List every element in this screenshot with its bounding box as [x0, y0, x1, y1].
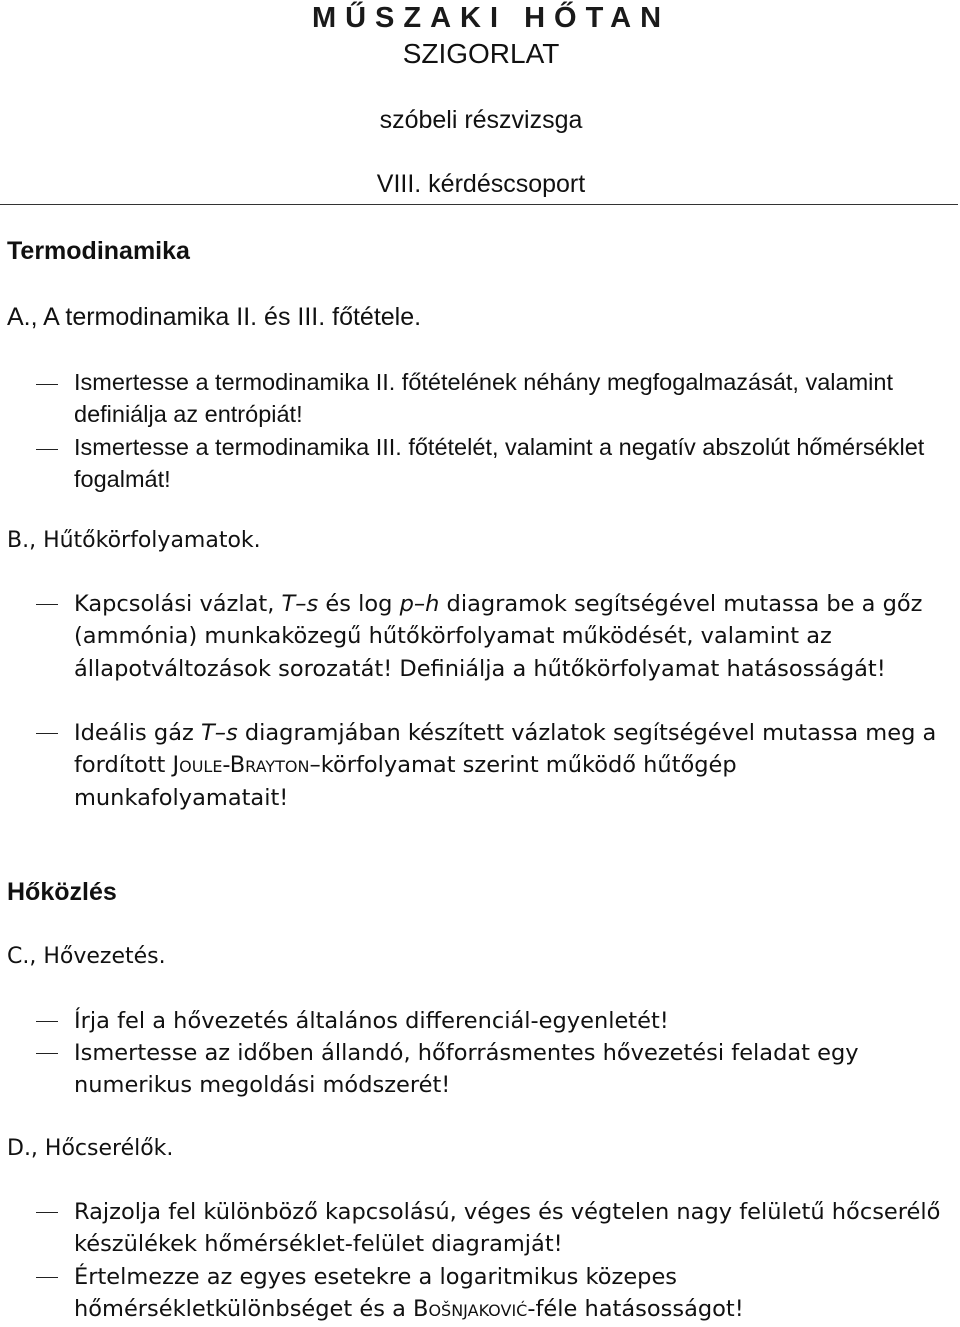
exam-type: szóbeli részvizsga [379, 106, 583, 134]
dash-bullet [36, 1212, 58, 1213]
dash-bullet [36, 384, 58, 385]
list-item: Ismertesse az időben állandó, hőforrásmentes hővezetési feladat egy numerikus megoldási módszerét! [74, 1040, 859, 1099]
dash-bullet [36, 733, 58, 734]
list-item: Ideális gáz T–s diagramjában készített vázlatok segítségével mutassa meg a fordított Joule-Brayton–körfolyamat szerint működő hűtőgép munkafolyamatait! [74, 720, 937, 811]
list-item: Ismertesse a termodinamika II. főtételének néhány megfogalmazását, valamint definiálja az entrópiát! [74, 369, 893, 428]
part-title-b: B., Hűtőkörfolyamatok. [7, 528, 261, 553]
section-heading-termodinamika: Termodinamika [7, 237, 190, 265]
list-item: Rajzolja fel különböző kapcsolású, véges és végtelen nagy felületű hőcserélő készülékek hőmérséklet-felület diagramját! [74, 1199, 941, 1258]
dash-bullet [36, 1053, 58, 1054]
question-group: VIII. kérdéscsoport [376, 170, 586, 198]
document-subtitle: SZIGORLAT [402, 38, 560, 69]
document-title: MŰSZAKI HŐTAN [311, 2, 671, 34]
person-name: Bošnjaković [413, 1296, 528, 1323]
section-heading-hokozles: Hőközlés [7, 878, 117, 906]
part-title-c: C., Hővezetés. [7, 944, 166, 969]
list-item: Kapcsolási vázlat, T–s és log p–h diagramok segítségével mutassa be a gőz (ammónia) munkaközegű hűtőkörfolyamat működését, valamint az állapotváltozások sorozatát! Definiálja a hűtőkörfolyamat hatásosságát! [74, 591, 923, 682]
header-divider [0, 204, 958, 205]
part-title-d: D., Hőcserélők. [7, 1136, 174, 1161]
list-item: Ismertesse a termodinamika III. főtételét, valamint a negatív abszolút hőmérséklet fogalmát! [74, 434, 925, 493]
dash-bullet [36, 604, 58, 605]
list-item: Írja fel a hővezetés általános differenciál-egyenletét! [74, 1008, 669, 1034]
part-title-a: A., A termodinamika II. és III. főtétele. [7, 303, 422, 331]
dash-bullet [36, 1021, 58, 1022]
person-name: Joule-Brayton [172, 752, 310, 779]
dash-bullet [36, 449, 58, 450]
list-item: Értelmezze az egyes esetekre a logaritmikus közepes hőmérsékletkülönbséget és a Bošnjaković-féle hatásosságot! [74, 1264, 744, 1323]
dash-bullet [36, 1277, 58, 1278]
